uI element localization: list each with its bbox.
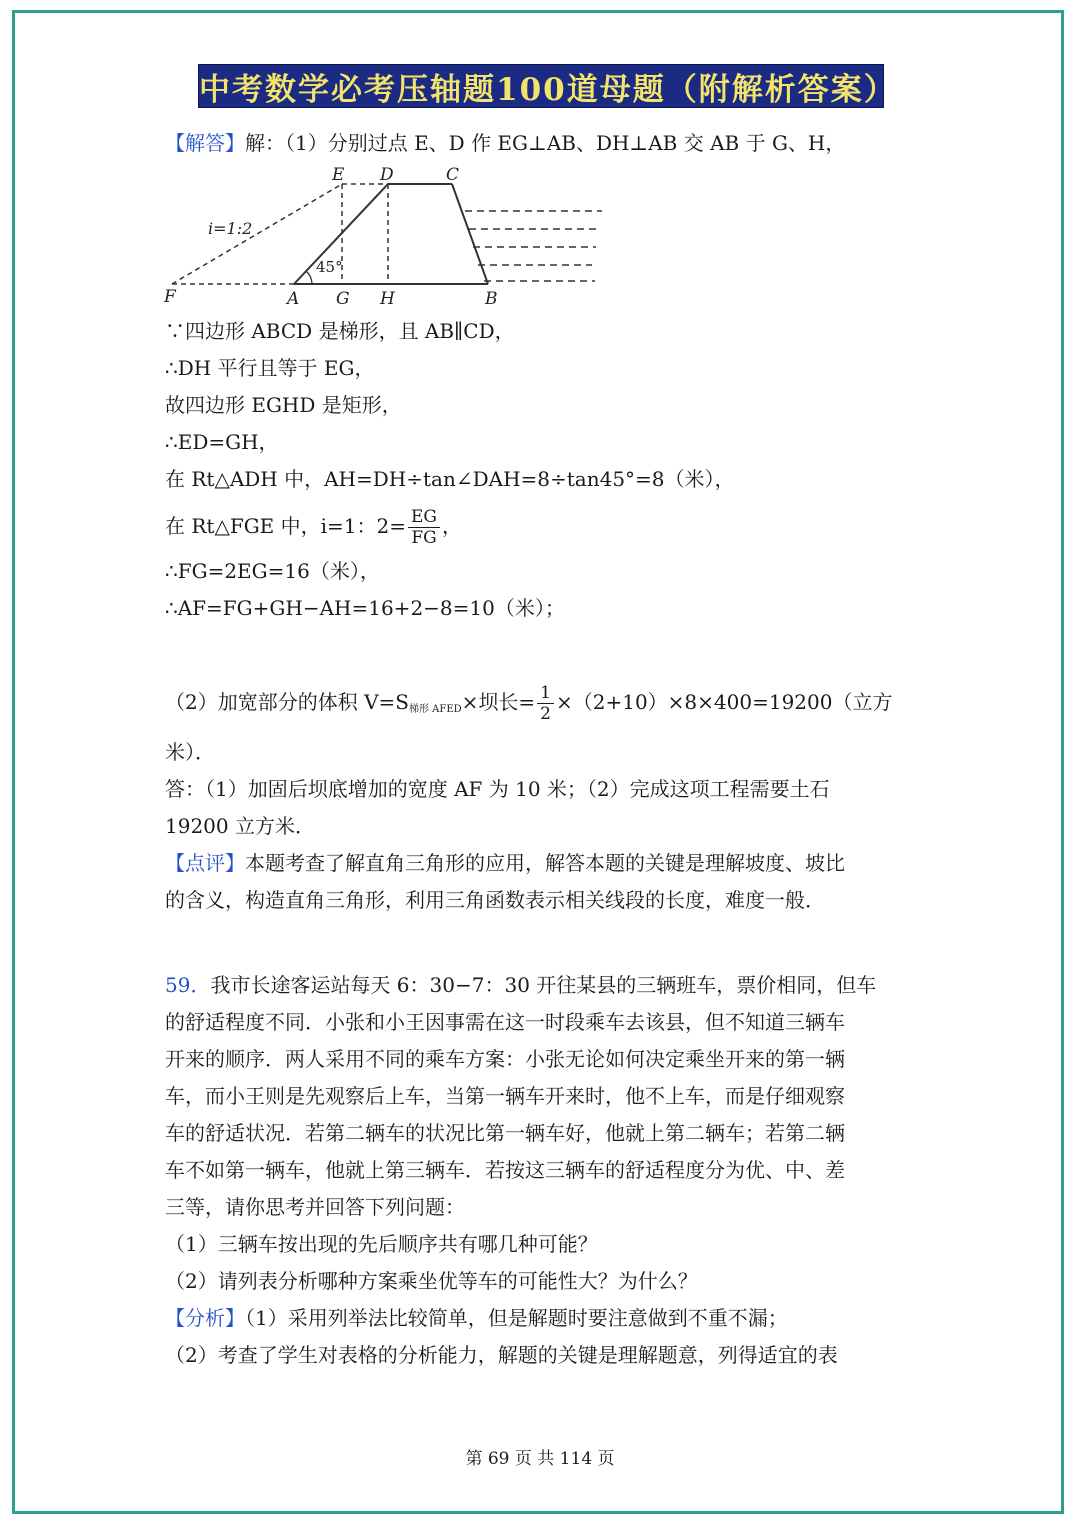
part2-subscript: 梯形 AFED bbox=[408, 704, 462, 715]
page-footer: 第 69 页 共 114 页 bbox=[465, 1449, 615, 1469]
question-1: （1）三辆车按出现的先后顺序共有哪几种可能？ bbox=[165, 1232, 598, 1256]
problem-line-2: 的舒适程度不同．小张和小王因事需在这一时段乘车去该县，但不知道三辆车 bbox=[165, 1010, 845, 1034]
problem-number: 59． bbox=[165, 973, 211, 997]
proof-line-6-pre: 在 Rt△FGE 中，i=1：2= bbox=[165, 514, 407, 538]
proof-line-6-post: ， bbox=[442, 514, 463, 538]
solution-tag: 【解答】 bbox=[165, 131, 245, 155]
problem-line-3: 开来的顺序．两人采用不同的乘车方案：小张无论如何决定乘坐开来的第一辆 bbox=[165, 1047, 845, 1071]
problem-line-1 bbox=[165, 970, 876, 1000]
analysis-line-1 bbox=[165, 1303, 788, 1333]
proof-line-6 bbox=[165, 502, 462, 550]
fraction-denominator: 2 bbox=[540, 704, 551, 724]
label-angle: 45° bbox=[316, 258, 343, 276]
part2-continuation: 米）． bbox=[165, 740, 215, 764]
fraction-one-half bbox=[537, 683, 554, 724]
analysis-text-1: （1）采用列举法比较简单，但是解题时要注意做到不重不漏； bbox=[245, 1306, 788, 1330]
problem-line-4: 车，而小王则是先观察后上车，当第一辆车开来时，他不上车，而是仔细观察 bbox=[165, 1084, 845, 1108]
fraction-numerator: EG bbox=[408, 507, 440, 528]
problem-line-6: 车不如第一辆车，他就上第三辆车．若按这三辆车的舒适程度分为优、中、差 bbox=[165, 1158, 845, 1182]
proof-line-3: 故四边形 EGHD 是矩形， bbox=[165, 393, 402, 417]
problem-line-7: 三等，请你思考并回答下列问题： bbox=[165, 1195, 465, 1219]
problem-text-1: 我市长途客运站每天 6：30−7：30 开往某县的三辆班车，票价相同，但车 bbox=[210, 973, 877, 997]
angle-arc-A bbox=[306, 271, 312, 284]
solution-intro-text: 解：（1）分别过点 E、D 作 EG⊥AB、DH⊥AB 交 AB 于 G、H， bbox=[245, 131, 846, 155]
proof-line-5: 在 Rt△ADH 中，AH=DH÷tan∠DAH=8÷tan45°=8（米）， bbox=[165, 467, 735, 491]
analysis-line-2: （2）考查了学生对表格的分析能力，解题的关键是理解题意，列得适宜的表 bbox=[165, 1343, 838, 1367]
fraction-numerator: 1 bbox=[537, 683, 554, 704]
proof-line-8: ∴AF=FG+GH−AH=16+2−8=10（米）； bbox=[165, 596, 565, 620]
part2-mid: ×坝长= bbox=[461, 690, 536, 714]
comment-tag: 【点评】 bbox=[165, 851, 245, 875]
label-F: F bbox=[164, 287, 176, 307]
fraction-denominator: FG bbox=[411, 528, 437, 548]
analysis-tag: 【分析】 bbox=[165, 1306, 245, 1330]
label-H: H bbox=[380, 289, 395, 309]
part2-line bbox=[165, 678, 892, 734]
proof-line-4: ∴ED=GH， bbox=[165, 430, 279, 454]
proof-line-7: ∴FG=2EG=16（米）， bbox=[165, 559, 380, 583]
proof-line-1: ∵四边形 ABCD 是梯形，且 AB∥CD， bbox=[165, 319, 515, 343]
label-slope: i=1:2 bbox=[208, 219, 253, 238]
label-C: C bbox=[446, 165, 460, 185]
question-2: （2）请列表分析哪种方案乘坐优等车的可能性大？为什么？ bbox=[165, 1269, 698, 1293]
page-title-banner bbox=[198, 64, 897, 108]
line-CB bbox=[452, 184, 488, 284]
solution-intro bbox=[165, 128, 845, 158]
label-G: G bbox=[336, 289, 350, 309]
proof-line-2: ∴DH 平行且等于 EG， bbox=[165, 356, 375, 380]
part2-post: ×（2+10）×8×400=19200（立方 bbox=[555, 690, 893, 714]
label-A: A bbox=[287, 289, 300, 309]
page-title: 中考数学必考压轴题100道母题（附解析答案） bbox=[199, 71, 897, 108]
problem-line-5: 车的舒适状况．若第二辆车的状况比第一辆车好，他就上第二辆车；若第二辆 bbox=[165, 1121, 845, 1145]
comment-line-2: 的含义，构造直角三角形，利用三角函数表示相关线段的长度，难度一般． bbox=[165, 888, 825, 912]
label-D: D bbox=[380, 165, 394, 185]
fraction-EG-FG bbox=[408, 507, 440, 548]
comment-line-1 bbox=[165, 848, 845, 878]
comment-text-1: 本题考查了解直角三角形的应用，解答本题的关键是理解坡度、坡比 bbox=[245, 851, 845, 875]
answer-line-1: 答：（1）加固后坝底增加的宽度 AF 为 10 米；（2）完成这项工程需要土石 bbox=[165, 777, 830, 801]
trapezoid-dam-diagram bbox=[160, 160, 620, 310]
label-B: B bbox=[485, 289, 498, 309]
label-E: E bbox=[332, 165, 345, 185]
part2-pre: （2）加宽部分的体积 V=S bbox=[165, 690, 409, 714]
answer-line-2: 19200 立方米． bbox=[165, 814, 315, 838]
